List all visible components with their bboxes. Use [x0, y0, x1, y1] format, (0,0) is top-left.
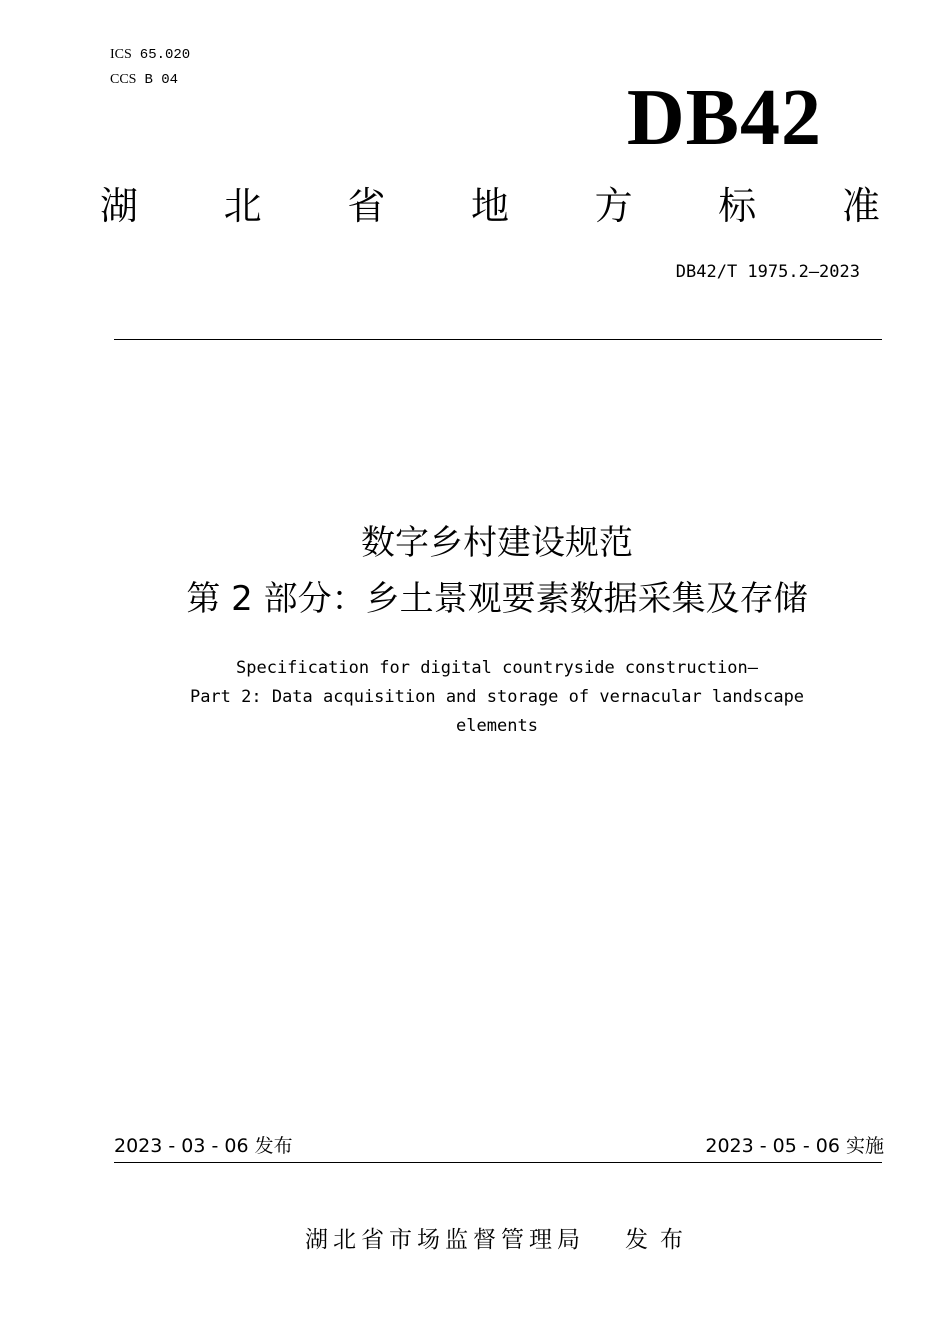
standard-number: DB42/T 1975.2—2023: [675, 262, 860, 282]
header-divider: [114, 339, 882, 340]
standard-type-char: 准: [841, 184, 880, 228]
standard-type-char: 地: [470, 184, 509, 228]
ccs-line: [110, 71, 178, 89]
standard-type: [100, 182, 880, 230]
standard-type-char: 北: [223, 184, 262, 228]
implement-date: 2023 - 05 - 06 实施: [705, 1135, 884, 1157]
standard-type-char: 湖: [100, 184, 139, 228]
standard-type-char: 方: [594, 184, 633, 228]
release-date: 2023 - 03 - 06 发布: [114, 1135, 293, 1157]
title-en-line3: elements: [456, 716, 538, 736]
ics-line: [110, 46, 190, 64]
date-divider: [114, 1162, 882, 1163]
issue-word: 发布: [625, 1227, 695, 1253]
title-en-line2: Part 2: Data acquisition and storage of vernacular landscape: [189, 687, 805, 707]
ccs-label: CCS: [110, 72, 137, 87]
standard-type-char: 省: [347, 184, 386, 228]
title-zh-line1: 数字乡村建设规范: [361, 523, 633, 563]
ics-label: ICS: [110, 47, 132, 62]
title-en-line1: Specification for digital countryside construction—: [236, 658, 758, 678]
issuer-name: 湖北省市场监督管理局: [305, 1227, 585, 1253]
standard-type-char: 标: [718, 184, 757, 228]
title-zh-line2: 第 2 部分：乡土景观要素数据采集及存储: [186, 579, 808, 619]
ccs-code: B 04: [144, 72, 179, 88]
issuer-line: [100, 1222, 900, 1258]
standard-logo: DB42: [626, 74, 822, 162]
ics-code: 65.020: [139, 47, 191, 63]
